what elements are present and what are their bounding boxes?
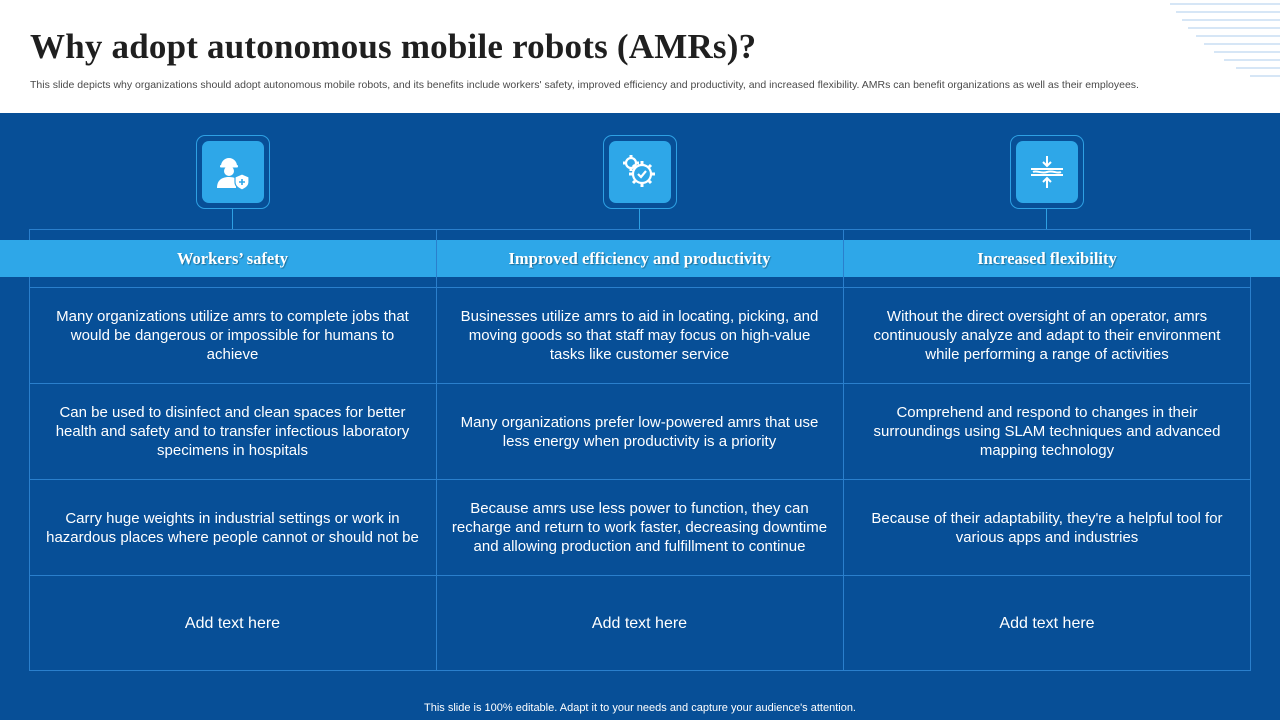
- slide-header: [0, 0, 1280, 113]
- table-cell: Carry huge weights in industrial settings or work in hazardous places where people cannot or should not be: [46, 509, 419, 546]
- table-cell: Comprehend and respond to changes in their surroundings using SLAM techniques and advanced mapping technology: [873, 404, 1221, 459]
- table-cell: Many organizations prefer low-powered amrs that use less energy when productivity is a priority: [460, 413, 819, 450]
- column-heading-workers-safety: Workers’ safety: [176, 248, 289, 268]
- table-cell: Can be used to disinfect and clean spaces for better health and safety and to transfer infectious laboratory specimens in hospitals: [55, 404, 410, 459]
- worker-safety-icon-box: [196, 135, 270, 209]
- decorative-arc-lines: [1170, 0, 1280, 85]
- table-cell: Because amrs use less power to function, they can recharge and return to work faster, decreasing downtime and allowing production and fulfillment to continue: [451, 500, 828, 555]
- connector-line: [232, 209, 233, 229]
- table-cell: Because of their adaptability, they're a helpful tool for various apps and industries: [871, 509, 1223, 546]
- slide-subtitle: This slide depicts why organizations should adopt autonomous mobile robots, and its benefits include workers' safety, improved efficiency and productivity, and increased flexibility. AMRs can benefit organizations as well as their employees.: [30, 79, 1139, 91]
- table-cell: Businesses utilize amrs to aid in locating, picking, and moving goods so that staff may focus on high-value tasks like customer service: [460, 308, 819, 363]
- compress-arrows-icon: [1027, 152, 1067, 192]
- slide-title: Why adopt autonomous mobile robots (AMRs)?: [30, 27, 757, 66]
- table-cell: Without the direct oversight of an operator, amrs continuously analyze and adapt to their environment while performing a range of activities: [873, 308, 1221, 363]
- gear-efficiency-icon: [620, 152, 660, 192]
- column-heading-efficiency: Improved efficiency and productivity: [508, 248, 771, 268]
- column-heading-flexibility: Increased flexibility: [977, 248, 1117, 268]
- add-text-placeholder[interactable]: Add text here: [999, 615, 1095, 632]
- connector-line: [1046, 209, 1047, 229]
- table-cell: Many organizations utilize amrs to complete jobs that would be dangerous or impossible for humans to achieve: [56, 308, 409, 363]
- worker-safety-icon: [213, 152, 253, 192]
- add-text-placeholder[interactable]: Add text here: [184, 615, 281, 632]
- compress-arrows-icon-box: [1010, 135, 1084, 209]
- gear-efficiency-icon-box: [603, 135, 677, 209]
- slide-footer: This slide is 100% editable. Adapt it to your needs and capture your audience's attention.: [424, 702, 856, 714]
- add-text-placeholder[interactable]: Add text here: [591, 615, 688, 632]
- connector-line: [639, 209, 640, 229]
